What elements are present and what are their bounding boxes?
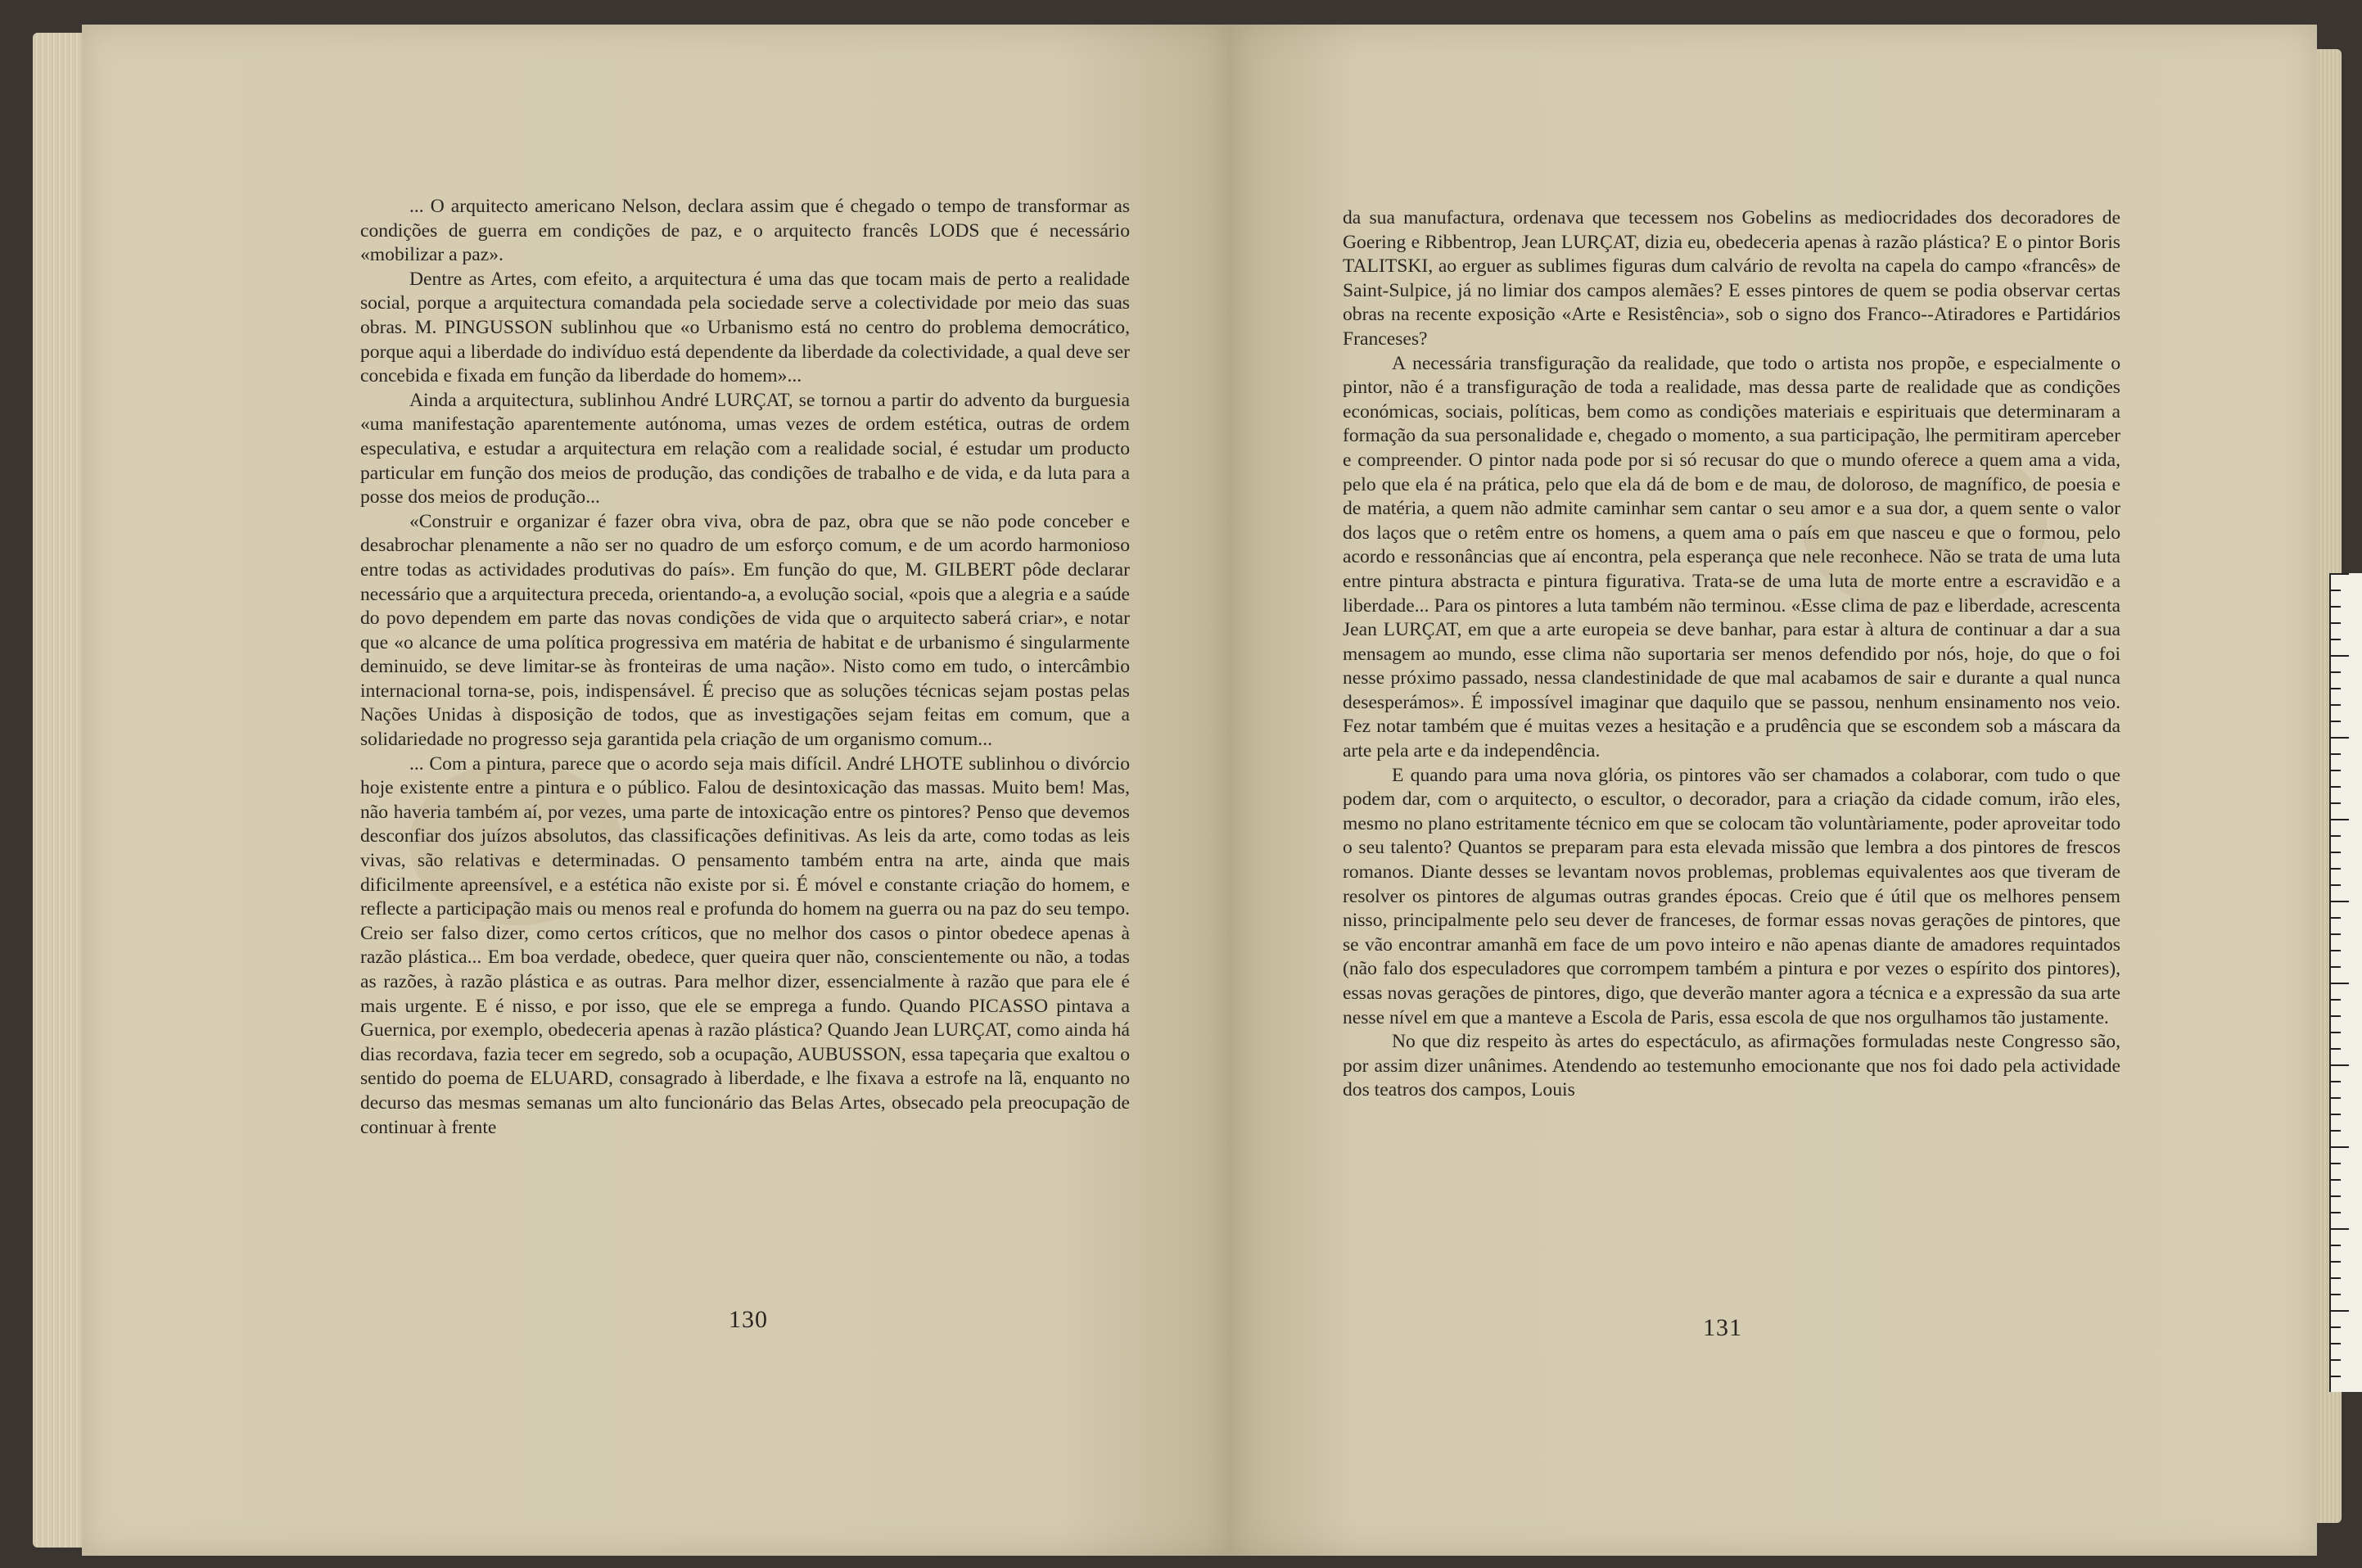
ruler-tick [2331,1294,2341,1295]
ruler-tick [2331,1326,2341,1328]
ruler-tick [2331,1064,2349,1066]
ruler-tick [2331,966,2341,968]
ruler-tick [2331,901,2349,902]
ruler-tick [2331,590,2341,591]
open-book [33,25,2342,1556]
ruler-tick [2331,1212,2341,1213]
ruler-tick [2331,1163,2341,1164]
ruler-tick [2331,1048,2341,1050]
ruler-tick [2331,1376,2341,1377]
paragraph: «Construir e organizar é fazer obra viva, obra de paz, obra que se não pode conceber e desabrochar plenamente a não ser no quadro de um esforço comum, e de um acordo harmonioso entre todas as actividades produtivas do país». Em função do que, M. GILBERT pôde declarar necessário que a arquitectura preceda, orientando-a, a evolução social, «pois que a alegria e a saúde do povo dependem em parte das novas condições de vida que o arquitecto saberá criar», e notar que «o alcance de uma política progressiva em matéria de habitat e de urbanismo é singularmente deminuido, se deve limitar-se às fronteiras de uma nação». Nisto como em tudo, o intercâmbio internacional torna-se, pois, indispensável. É preciso que as soluções técnicas sejam postas pelas Nações Unidas à disposição de todos, que as investigações sejam feitas em comum, que a solidariedade no progresso seja garantida pela criação de um organismo comum... [360,510,1130,751]
right-page [1228,25,2317,1556]
ruler-tick [2331,917,2341,919]
ruler-tick [2331,688,2341,689]
ruler-tick [2331,1097,2341,1099]
ruler-tick [2331,1310,2349,1312]
ruler-tick [2331,573,2349,575]
right-page-text [1343,206,2120,1103]
ruler-tick [2331,819,2349,820]
left-page [82,25,1228,1556]
ruler-tick [2331,1130,2341,1132]
ruler-tick [2331,983,2349,984]
ruler-tick [2331,1146,2349,1148]
ruler-tick [2331,1245,2341,1246]
paragraph: A necessária transfiguração da realidade, que todo o artista nos propõe, e especialmente o pintor, não é a transfiguração de toda a realidade, mas dessa parte de realidade que as condições económicas, sociais, políticas, bem como as condições materiais e espirituais que determinaram a formação da sua personalidade e, chegado o momento, a sua participação, lhe permitiram aperceber e compreender. O pintor nada pode por si só recusar do que o mundo oferece a quem ama a vida, pelo que ela é na prática, pelo que ela dá de bom e de mau, de doloroso, de magnífico, de poesia e de matéria, a quem não admite caminhar sem cantar o seu amor e a sua dor, a quem sente o valor dos laços que o retêm entre os homens, a quem ama o país em que nasceu e que o formou, pelo acordo e ressonâncias que aí encontra, pela esperança que nele reconhece. Não se trata de uma luta entre pintura abstracta e pintura figurativa. Trata-se de uma luta de morte entre a escravidão e a liberdade... Para os pintores a luta também não terminou. «Esse clima de paz e liberdade, acrescenta Jean LURÇAT, em que a arte europeia se deve banhar, para estar à altura de continuar a dar a sua mensagem ao mundo, esse clima não suportaria ser menos defendido por nós, hoje, do que o foi nesse próximo passado, nessa clandestinidade de que mal acabamos de sair e durante a qual nunca desesperámos». É impossível imaginar que daquilo que se passou, nenhum ensinamento nos veio. Fez notar também que é muitas vezes a hesitação e a prudência que se escondem sob a máscara da arte pela arte e da independência. [1343,352,2120,762]
left-page-text [360,195,1130,1140]
ruler-tick [2331,1343,2341,1344]
ruler-tick [2331,1114,2341,1115]
ruler-tick [2331,753,2341,755]
ruler-tick [2331,622,2341,624]
ruler-tick [2331,884,2341,886]
ruler-tick [2331,721,2341,722]
ruler-tick [2331,835,2341,837]
ruler-tick [2331,1032,2341,1033]
ruler-tick [2331,671,2341,673]
ruler-tick [2331,655,2349,657]
ruler-tick [2331,606,2341,608]
ruler-tick [2331,1261,2341,1263]
page-number-right: 131 [1703,1314,1742,1341]
scale-ruler [2329,573,2362,1392]
ruler-tick [2331,1081,2341,1082]
ruler-tick [2331,786,2341,788]
ruler-tick [2331,1015,2341,1017]
ruler-tick [2331,933,2341,935]
paragraph: da sua manufactura, ordenava que tecessem nos Gobelins as mediocridades dos decoradores de Goering e Ribbentrop, Jean LURÇAT, dizia eu, obedeceria apenas à razão plástica? E o pintor Boris TALITSKI, ao erguer as sublimes figuras dum calvário de revolta na capela do campo «francês» de Saint-Sulpice, já no limiar dos campos alemães? E esses pintores de quem se podia observar certas obras na recente exposição «Arte e Resistência», sob o signo dos Franco--Atiradores e Partidários Franceses? [1343,207,2120,350]
ruler-tick [2331,770,2341,771]
ruler-tick [2331,868,2341,870]
ruler-tick [2331,802,2341,804]
page-number-left: 130 [729,1306,768,1333]
ruler-tick [2331,1359,2341,1361]
ruler-tick [2331,737,2349,739]
ruler-tick [2331,1195,2341,1197]
ruler-tick [2331,1277,2341,1279]
ruler-tick [2331,999,2341,1001]
paragraph: Dentre as Artes, com efeito, a arquitectura é uma das que tocam mais de perto a realidade social, porque a arquitectura comandada pela sociedade serve a colectividade por meio das suas obras. M. PINGUSSON sublinhou que «o Urbanismo está no centro do problema democrático, porque aqui a liberdade do indivíduo está dependente da liberdade da colectividade, a qual deve ser concebida e fixada em função da liberdade do homem»... [360,268,1130,387]
ruler-tick [2331,852,2341,853]
paragraph: Ainda a arquitectura, sublinhou André LURÇAT, se tornou a partir do advento da burguesia «uma manifestação aparentemente autónoma, umas vezes de ordem estética, outras de ordem especulativa, e estudar a arquitectura em relação com a realidade social, é estudar um producto particular em função dos meios de produção, das condições de trabalho e de vida, e da luta para a posse dos meios de produção... [360,389,1130,508]
paragraph: ... Com a pintura, parece que o acordo seja mais difícil. André LHOTE sublinhou o divórcio hoje existente entre a pintura e o público. Falou de desintoxicação das massas. Muito bem! Mas, não haveria também aí, por vezes, uma parte de intoxicação entre os pintores? Penso que devemos desconfiar dos juízos absolutos, das classificações definitivas. As leis da arte, como todas as leis vivas, são relativas e determinadas. O pensamento também entra na arte, ainda que mais dificilmente apreensível, e a estética não existe por si. É móvel e constante criação do homem, e reflecte a participação mais ou menos real e profunda do homem na guerra ou na paz do seu tempo. Creio ser falso dizer, como certos críticos, que no melhor dos casos o pintor obedece apenas à razão plástica... Em boa verdade, obedece, quer queira quer não, conscientemente ou não, a todas as razões, à razão plástica e as outras. Para melhor dizer, essencialmente à razão que para ele é mais urgente. E é nisso, e por isso, que ele se emprega a fundo. Quando PICASSO pintava a Guernica, por exemplo, obedeceria apenas à razão plástica? Quando Jean LURÇAT, como ainda há dias recordava, fazia tecer em segredo, sob a ocupação, AUBUSSON, essa tapeçaria que exaltou o sentido do poema de ELUARD, consagrado à liberdade, e lhe fixava a estrofe na lã, enquanto no decurso das mesmas semanas um alto funcionário das Belas Artes, obsecado pela preocupação de continuar à frente [360,752,1130,1138]
ruler-tick [2331,1228,2349,1230]
paragraph: No que diz respeito às artes do espectáculo, as afirmações formuladas neste Congresso são, por assim dizer unânimes. Atendendo ao testemunho emocionante que nos foi dado pela actividade dos teatros dos campos, Louis [1343,1031,2120,1101]
ruler-tick [2331,950,2341,951]
ruler-tick [2331,1179,2341,1181]
paragraph: E quando para uma nova glória, os pintores vão ser chamados a colaborar, com tudo o que podem dar, com o arquitecto, o escultor, o decorador, para a criação da cidade comum, irão eles, mesmo no plano estritamente técnico em que se colocam tão voluntàriamente, poder aproveitar todo o seu talento? Quantos se preparam para esta elevada missão que lembra a dos pintores de frescos romanos. Diante desses se levantam novos problemas, problemas equivalentes aos que tiveram de resolver os pintores de algumas outras grandes épocas. Creio que é útil que os melhores pensem nisso, principalmente pelo seu dever de franceses, de formar essas novas gerações de pintores, que se vão encontrar amanhã em face de um povo inteiro e não apenas diante de amadores requintados (não falo dos especuladores que corrompem também a pintura e por vezes o espírito dos pintores), essas novas gerações de pintores, digo, que deverão manter agora a técnica e a expressão da sua arte nesse nível em que a manteve a Escola de Paris, essa escola de que nos orgulhamos tão justamente. [1343,764,2120,1028]
ruler-tick [2331,639,2341,640]
ruler-tick [2331,704,2341,706]
paragraph: ... O arquitecto americano Nelson, declara assim que é chegado o tempo de transformar as condições de guerra em condições de paz, e o arquitecto francês LODS que é necessário «mobilizar a paz». [360,196,1130,266]
